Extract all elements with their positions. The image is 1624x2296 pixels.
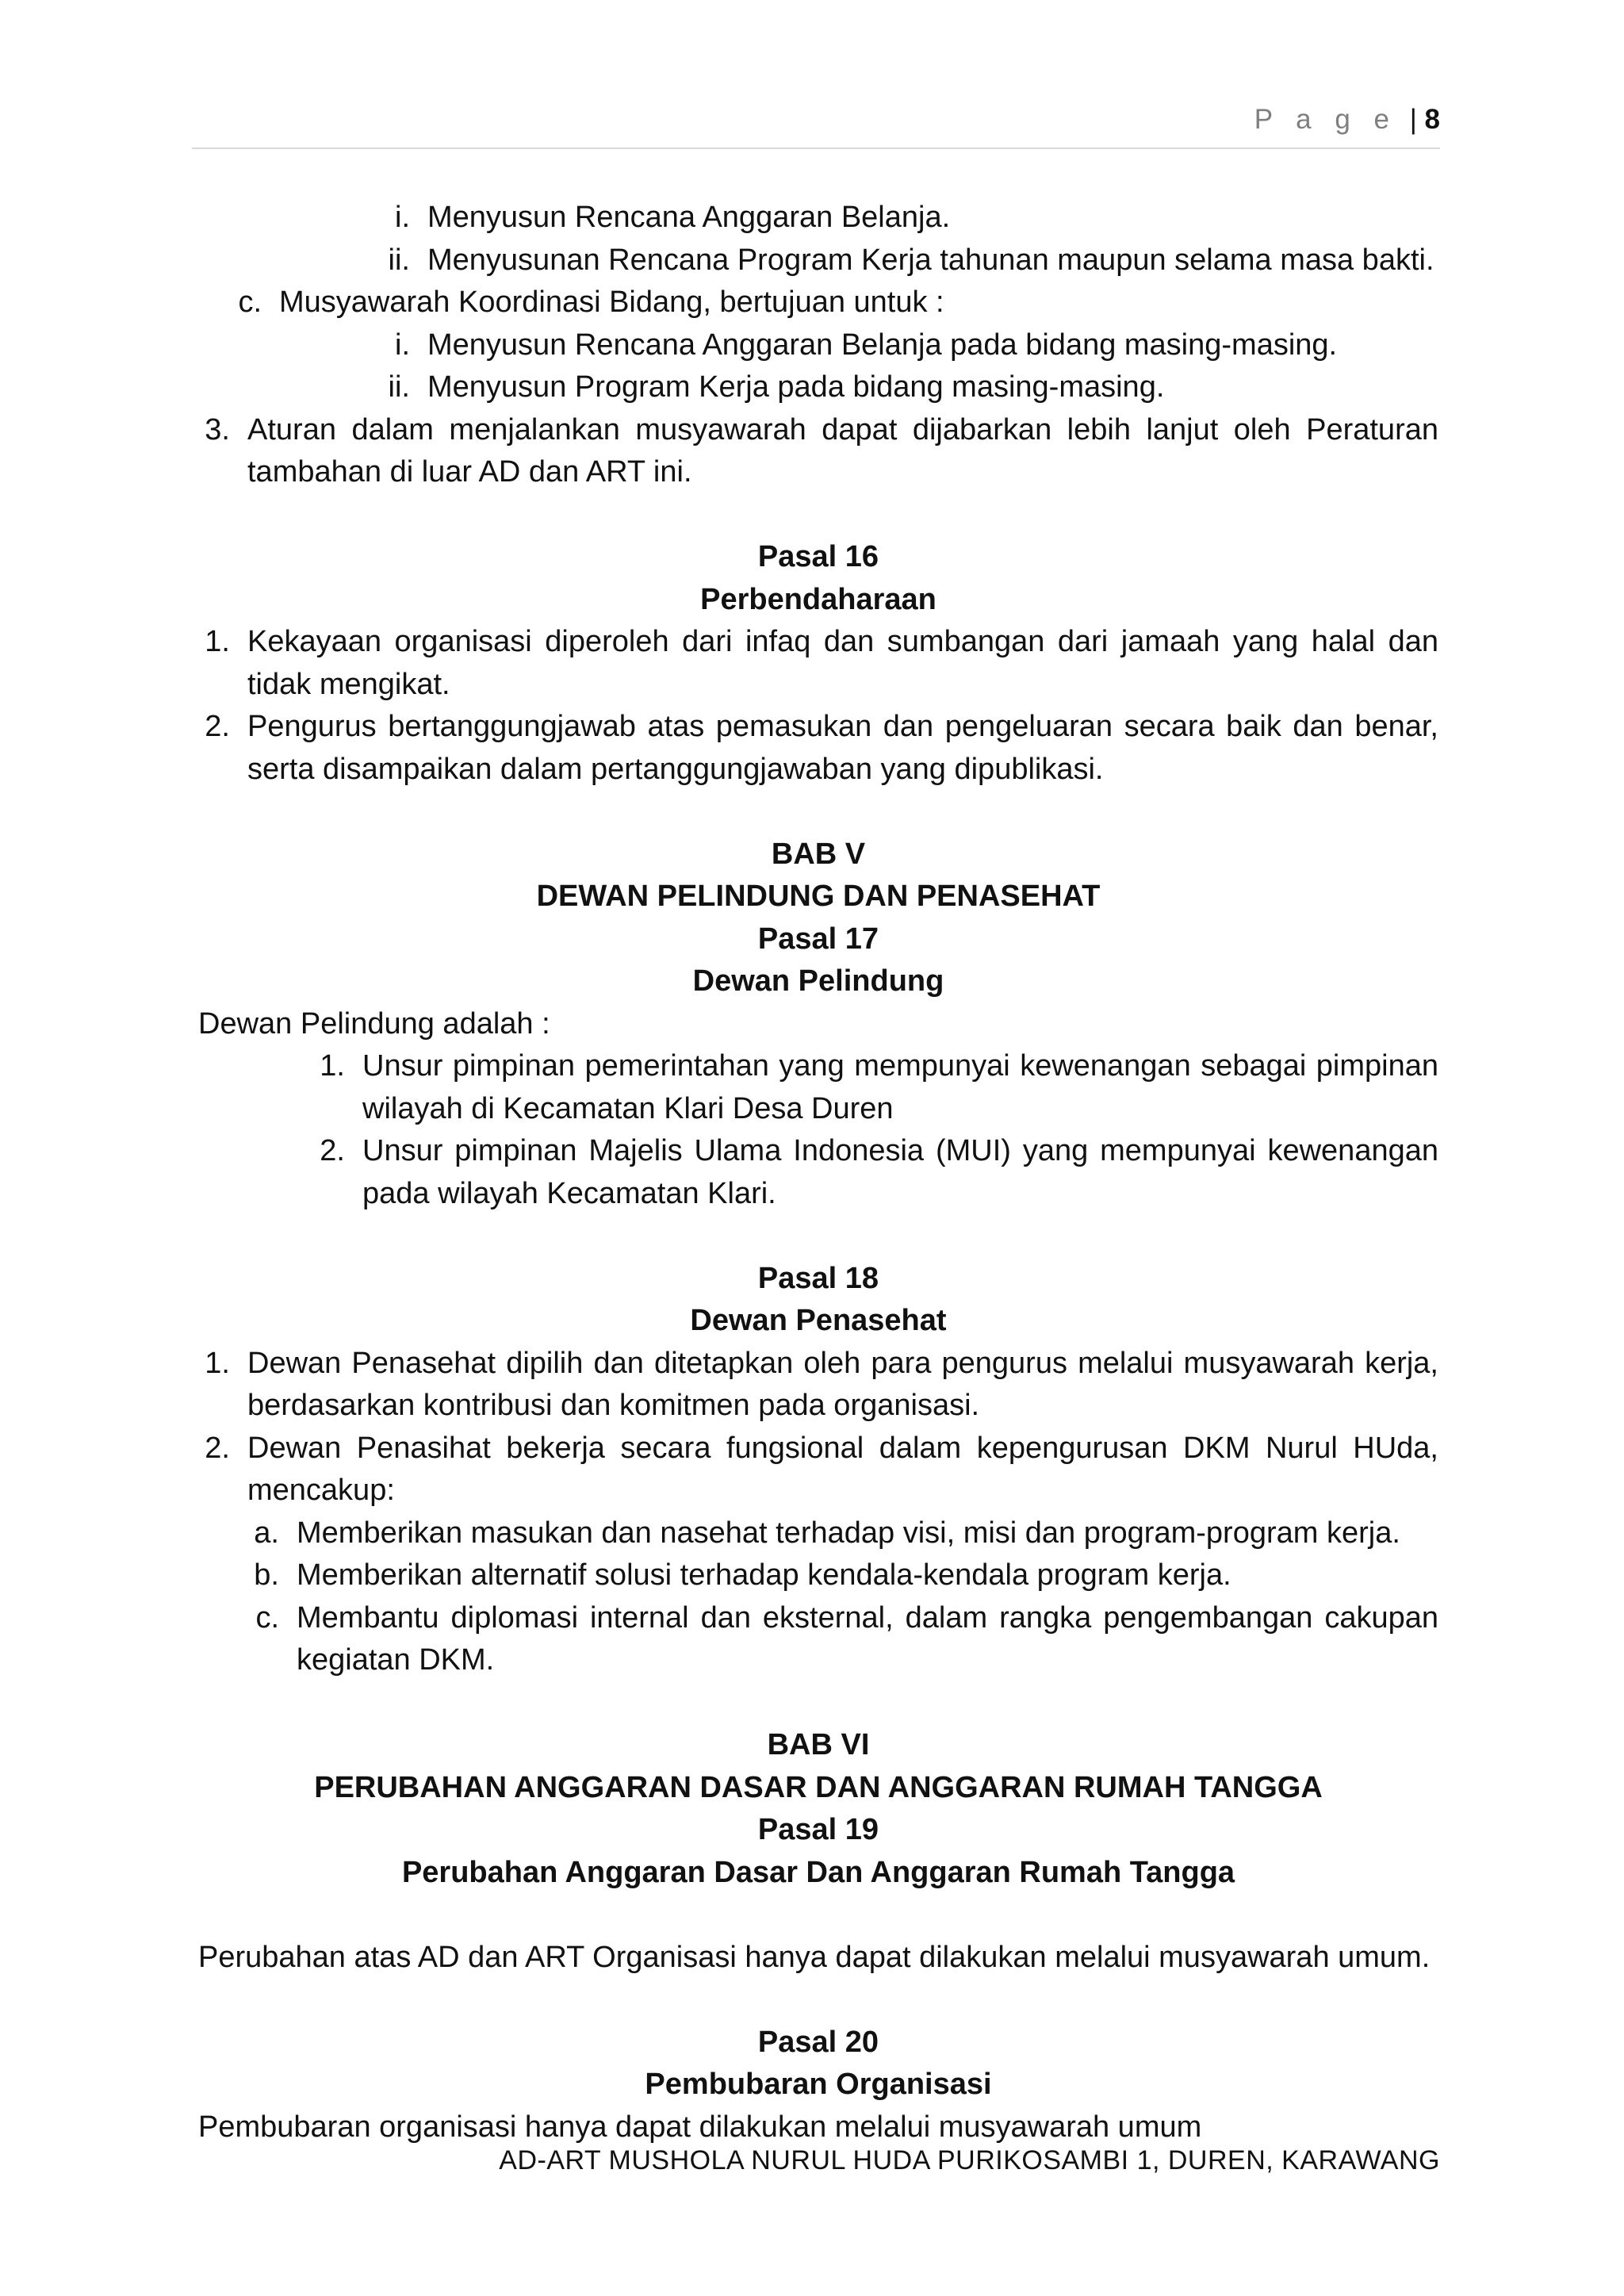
paragraph: Perubahan atas AD dan ART Organisasi hanya dapat dilakukan melalui musyawarah umum. [198,1940,1431,1974]
spacer [198,1215,1438,1258]
section-title: Pasal 18 [757,1261,879,1295]
page-footer: AD-ART MUSHOLA NURUL HUDA PURIKOSAMBI 1, DUREN, KARAWANG [499,2145,1440,2175]
spacer [198,1894,1438,1937]
section-subtitle: Dewan Pelindung [692,964,944,998]
paragraph: Dewan Pelindung adalah : [198,1006,550,1041]
section-subtitle: Perubahan Anggaran Dasar Dan Anggaran Rumah Tangga [401,1855,1235,1889]
section-subtitle: Pembubaran Organisasi [645,2068,992,2101]
section-title: Pasal 17 [757,922,879,956]
list-item: a. Memberikan masukan dan nasehat terhadap visi, misi dan program-program kerja. [254,1516,1400,1550]
section-subtitle: Dewan Penasehat [690,1304,947,1337]
list-item: c. Membantu diplomasi internal dan eksternal, dalam rangka pengembangan cakupan kegiatan DKM. [255,1600,1438,1677]
spacer [198,1682,1438,1725]
spacer [198,494,1438,537]
chapter-subtitle: PERUBAHAN ANGGARAN DASAR DAN ANGGARAN RUMAH TANGGA [314,1770,1323,1804]
paragraph: Pembubaran organisasi hanya dapat dilakukan melalui musyawarah umum [198,2110,1202,2144]
section-title: Pasal 19 [757,1813,879,1846]
list-item: c. Musyawarah Koordinasi Bidang, bertujuan untuk : [238,286,944,319]
list-item: i. Menyusun Rencana Anggaran Belanja pada bidang masing-masing. [395,328,1338,362]
page-separator: | [1409,104,1417,135]
list-item: 3. Aturan dalam menjalankan musyawarah dapat dijabarkan lebih lanjut oleh Peraturan tambahan di luar AD dan ART ini. [205,412,1438,489]
page-label: P a g e [1254,104,1397,135]
chapter-subtitle: DEWAN PELINDUNG DAN PENASEHAT [536,880,1101,913]
list-item: 2. Dewan Penasihat bekerja secara fungsional dalam kepengurusan DKM Nurul HUda, mencakup: [205,1431,1438,1507]
page-number: 8 [1424,104,1440,135]
spacer [198,1979,1438,2022]
list-item: 1. Unsur pimpinan pemerintahan yang mempunyai kewenangan sebagai pimpinan wilayah di Kecamatan Klari Desa Duren [320,1049,1438,1125]
section-subtitle: Perbendaharaan [700,582,936,616]
spacer [198,791,1438,834]
list-item: i. Menyusun Rencana Anggaran Belanja. [395,201,951,234]
list-item: ii. Menyusun Program Kerja pada bidang masing-masing. [388,370,1165,404]
list-item: 1. Kekayaan organisasi diperoleh dari infaq dan sumbangan dari jamaah yang halal dan tidak mengikat. [205,625,1438,701]
list-item: ii. Menyusunan Rencana Program Kerja tahunan maupun selama masa bakti. [388,243,1434,277]
document-body [198,197,1438,2148]
chapter-title: BAB VI [767,1728,870,1761]
list-item: b. Memberikan alternatif solusi terhadap kendala-kendala program kerja. [254,1558,1231,1592]
section-title: Pasal 20 [757,2025,879,2059]
list-item: 2. Pengurus bertanggungjawab atas pemasukan dan pengeluaran secara baik dan benar, serta disampaikan dalam pertanggungjawaban yang dipublikasi. [205,710,1438,786]
page-header [192,98,1440,149]
chapter-title: BAB V [771,837,866,871]
section-title: Pasal 16 [757,540,879,573]
list-item: 2. Unsur pimpinan Majelis Ulama Indonesia (MUI) yang mempunyai kewenangan pada wilayah Kecamatan Klari. [320,1134,1438,1210]
list-item: 1. Dewan Penasehat dipilih dan ditetapkan oleh para pengurus melalui musyawarah kerja, berdasarkan kontribusi dan komitmen pada organisasi. [205,1346,1438,1422]
